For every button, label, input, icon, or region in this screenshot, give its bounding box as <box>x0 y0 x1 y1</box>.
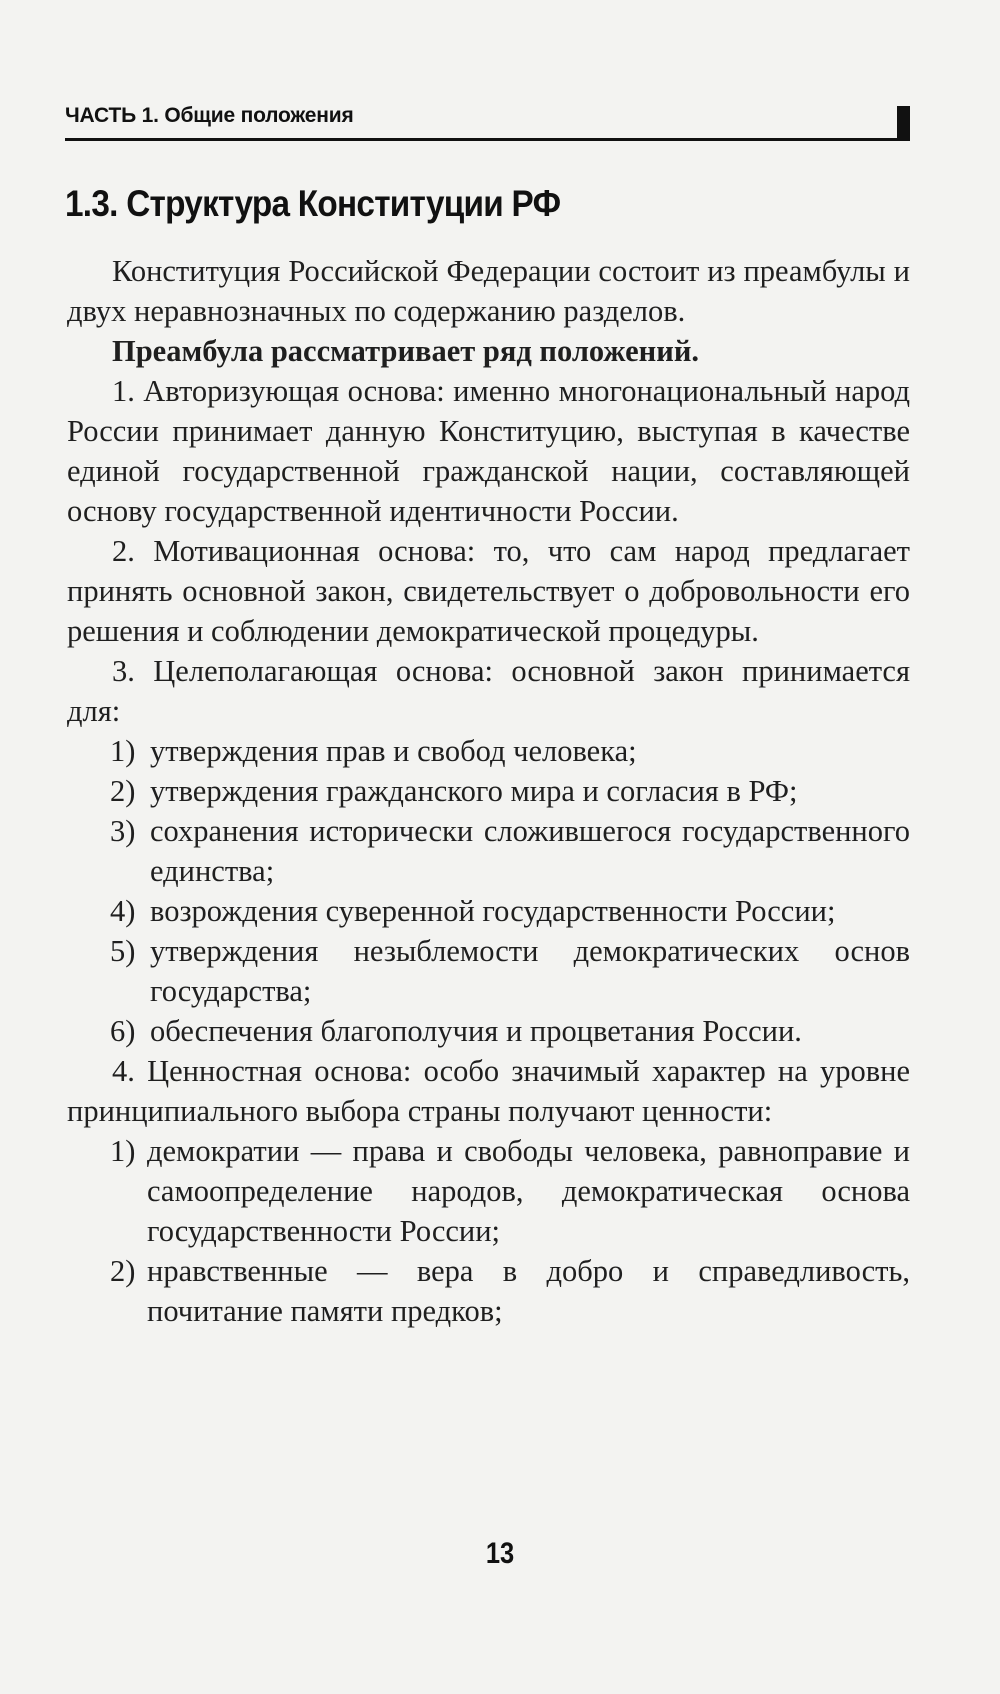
list-item-number: 1) <box>110 734 136 768</box>
list-item-text: сохранения исторически сложившегося государственного единства; <box>150 814 910 888</box>
list-item <box>67 731 910 771</box>
paragraph-authorizing: 1. Авторизующая основа: именно многонациональный народ России принимает данную Конституцию, выступая в качестве единой государственной гражданской нации, составляющей основу государственной идентичности России. <box>67 374 910 528</box>
list-item <box>67 1011 910 1051</box>
header-marker-bar <box>897 106 910 141</box>
list-item-text: возрождения суверенной государственности России; <box>150 894 836 928</box>
list-item-text: утверждения гражданского мира и согласия в РФ; <box>150 774 798 808</box>
list-item <box>67 771 910 811</box>
list-item-text: демократии — права и свободы человека, равноправие и самоопределение народов, демократическая основа государственности России; <box>147 1134 910 1248</box>
list-item-number: 4) <box>110 894 136 928</box>
intro-paragraph: Конституция Российской Федерации состоит из преамбулы и двух неравнозначных по содержанию разделов. <box>67 254 910 328</box>
list-item <box>67 1251 910 1331</box>
list-item <box>67 811 910 891</box>
list-item-text: утверждения прав и свобод человека; <box>150 734 637 768</box>
running-header <box>65 98 910 141</box>
running-title: ЧАСТЬ 1. Общие положения <box>65 104 354 127</box>
list-item <box>67 931 910 1011</box>
body-text <box>67 251 910 1331</box>
list-item-number: 2) <box>110 1254 136 1288</box>
list-item-text: утверждения незыблемости демократических основ государства; <box>150 934 910 1008</box>
list-item-text: обеспечения благополучия и процветания России. <box>150 1014 802 1048</box>
list-item-number: 1) <box>110 1134 136 1168</box>
page-number: 13 <box>485 1537 515 1570</box>
list-item-number: 5) <box>110 934 136 968</box>
preamble-heading: Преамбула рассматривает ряд положений. <box>112 334 700 368</box>
list-item-number: 3) <box>110 814 136 848</box>
list-item-number: 2) <box>110 774 136 808</box>
list-item-number: 6) <box>110 1014 136 1048</box>
paragraph-motivational: 2. Мотивационная основа: то, что сам народ предлагает принять основной закон, свидетельствует о добровольности его решения и соблюдении демократической процедуры. <box>67 534 910 648</box>
list-item <box>67 1131 910 1251</box>
list-item-text: нравственные — вера в добро и справедливость, почитание памяти предков; <box>147 1254 910 1328</box>
list-item <box>67 891 910 931</box>
paragraph-values: 4. Ценностная основа: особо значимый характер на уровне принципиального выбора страны получают ценности: <box>67 1054 910 1128</box>
section-title: 1.3. Структура Конституции РФ <box>65 183 561 224</box>
paragraph-goal-setting: 3. Целеполагающая основа: основной закон принимается для: <box>67 654 910 728</box>
